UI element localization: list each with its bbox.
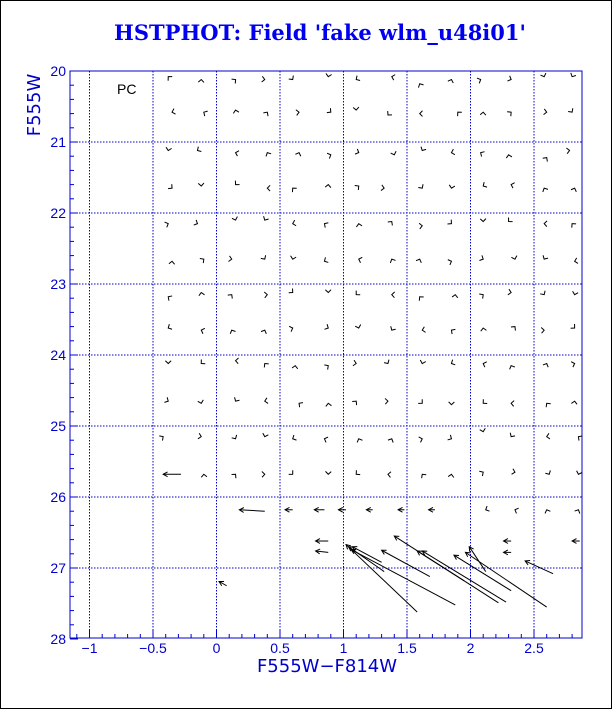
marker (357, 439, 362, 443)
marker (568, 108, 573, 112)
y-tick-label: 28 (50, 631, 66, 647)
marker (452, 295, 458, 298)
marker (199, 293, 205, 296)
arrow (239, 508, 264, 513)
marker (571, 73, 576, 77)
marker (419, 223, 422, 229)
marker (201, 360, 205, 364)
marker (289, 326, 293, 331)
marker (233, 110, 239, 113)
marker (575, 510, 580, 514)
marker (543, 188, 548, 192)
arrow-shaft (346, 545, 417, 612)
marker (159, 436, 163, 441)
y-tick-label: 23 (50, 276, 66, 292)
marker (479, 471, 483, 476)
marker (232, 79, 236, 83)
axis-ticks (50, 63, 572, 656)
marker (353, 360, 356, 366)
marker (353, 107, 359, 110)
marker (324, 257, 328, 262)
marker (200, 259, 204, 264)
marker (448, 435, 452, 440)
marker (449, 402, 455, 405)
pc-annotation: PC (117, 81, 137, 97)
marker (388, 222, 393, 226)
marker (572, 224, 576, 228)
marker (204, 111, 208, 116)
arrow (366, 507, 372, 512)
marker (263, 433, 268, 436)
y-tick-label: 25 (50, 418, 66, 434)
x-tick-label: 1 (339, 640, 348, 656)
chart-title: HSTPHOT: Field 'fake wlm_u48i01' (114, 20, 526, 45)
y-tick-label: 24 (50, 347, 66, 363)
arrow (465, 552, 546, 607)
marker (289, 289, 293, 293)
marker (483, 399, 487, 403)
marker (510, 366, 515, 370)
marker (235, 181, 239, 185)
marker (392, 75, 395, 81)
marker (448, 474, 454, 477)
arrow (163, 472, 181, 477)
marker (451, 360, 455, 365)
marker (292, 366, 298, 369)
arrow (572, 539, 580, 544)
arrow (316, 549, 329, 554)
marker (263, 112, 268, 116)
marker (165, 222, 169, 227)
arrow (351, 549, 455, 604)
arrow (314, 507, 324, 512)
marker (420, 360, 426, 363)
marker (543, 255, 548, 259)
marker (264, 292, 267, 298)
marker (506, 155, 512, 158)
marker (230, 330, 235, 334)
marker (356, 291, 360, 295)
marker (326, 73, 332, 76)
marker (356, 224, 362, 227)
y-tick-label: 21 (50, 134, 66, 150)
marker (355, 185, 359, 190)
marker (418, 399, 422, 403)
marker (544, 109, 547, 115)
marker (264, 216, 269, 220)
marker (543, 364, 548, 368)
marker (164, 397, 168, 402)
marker (481, 152, 485, 157)
marker (511, 401, 514, 407)
y-tick-label: 26 (50, 489, 66, 505)
marker (421, 147, 426, 151)
marker (201, 474, 207, 477)
marker (483, 362, 487, 367)
marker (511, 327, 515, 331)
marker (236, 151, 239, 157)
y-tick-label: 22 (50, 205, 66, 221)
marker (169, 261, 175, 264)
marker (451, 329, 455, 334)
marker (545, 470, 550, 474)
marker (448, 80, 453, 84)
marker (515, 508, 519, 513)
marker (355, 325, 361, 328)
arrow (525, 561, 553, 574)
marker (325, 185, 331, 188)
marker (262, 76, 265, 82)
arrows-layer (163, 472, 580, 612)
marker (419, 437, 423, 442)
marker (510, 433, 515, 437)
arrow (504, 539, 512, 544)
arrow (454, 555, 511, 591)
marker (324, 223, 328, 228)
marker (261, 255, 266, 259)
arrow (316, 539, 329, 544)
marker (419, 297, 423, 301)
arrow-shaft (349, 547, 385, 572)
marker (228, 295, 233, 299)
arrow-shaft (525, 561, 553, 574)
marker (235, 397, 240, 401)
marker (566, 148, 569, 154)
marker (168, 184, 172, 188)
marker (168, 296, 172, 301)
marker (261, 330, 266, 334)
marker (355, 149, 359, 154)
marker (232, 474, 236, 478)
arrow (285, 507, 293, 512)
x-tick-label: −0.5 (139, 640, 167, 656)
marker (448, 260, 452, 265)
marker (264, 364, 268, 368)
marker (292, 188, 296, 192)
marker (326, 403, 332, 406)
marker (194, 220, 198, 225)
marker (165, 361, 171, 364)
marker (324, 365, 328, 370)
marker (325, 471, 331, 474)
marker (477, 78, 481, 83)
marker (168, 324, 172, 329)
marker (198, 433, 201, 439)
marker (352, 401, 356, 405)
arrow (504, 550, 512, 555)
marker (266, 153, 271, 157)
marker (575, 258, 578, 264)
marker (293, 220, 296, 226)
marker (232, 217, 237, 221)
marker (229, 256, 232, 262)
marker (356, 470, 360, 474)
marker (390, 259, 395, 263)
marker (508, 289, 511, 295)
marker (447, 220, 451, 224)
arrow-shaft (454, 555, 511, 591)
arrow (338, 507, 346, 512)
x-tick-label: 1.5 (397, 640, 417, 656)
marker (236, 358, 239, 364)
marker (420, 111, 423, 117)
marker (545, 510, 550, 514)
marker (480, 219, 486, 222)
marker (571, 362, 575, 367)
marker (416, 259, 421, 263)
arrow-shaft (351, 550, 455, 605)
marker (168, 77, 172, 81)
marker (577, 471, 582, 475)
marker (388, 439, 393, 443)
marker (481, 328, 487, 331)
marker (544, 221, 547, 227)
marker (388, 111, 392, 115)
marker (480, 428, 486, 431)
marker (324, 324, 328, 329)
y-tick-label: 20 (50, 63, 66, 79)
markers-layer (159, 73, 582, 514)
x-tick-label: 2 (466, 640, 475, 656)
marker (289, 76, 294, 80)
marker (172, 109, 175, 115)
marker (480, 112, 486, 115)
marker (511, 183, 514, 188)
arrow (219, 581, 227, 585)
marker (486, 506, 490, 511)
marker (388, 472, 391, 478)
marker (509, 218, 513, 222)
marker (449, 185, 455, 188)
marker (418, 84, 423, 88)
x-tick-label: 2.5 (524, 640, 544, 656)
marker (391, 326, 396, 330)
marker (296, 110, 299, 116)
marker (197, 147, 201, 152)
marker (381, 185, 384, 191)
marker (327, 108, 331, 112)
arrow (469, 547, 486, 572)
marker (543, 158, 548, 162)
marker (458, 112, 462, 116)
marker (507, 76, 511, 81)
marker (540, 291, 545, 295)
marker (356, 76, 360, 81)
marker (198, 183, 204, 186)
marker (391, 151, 396, 155)
marker (547, 433, 550, 439)
marker (262, 472, 265, 478)
arrow (349, 547, 385, 572)
marker (265, 398, 268, 404)
arrow (346, 545, 417, 612)
marker (479, 294, 483, 299)
marker (198, 400, 204, 403)
marker (512, 469, 515, 475)
marker (291, 256, 297, 259)
y-axis-label: F555W (24, 73, 45, 137)
y-tick-label: 27 (50, 560, 66, 576)
marker (546, 403, 551, 407)
marker (166, 147, 172, 150)
marker (541, 73, 546, 77)
marker (418, 184, 423, 188)
x-tick-label: −1 (81, 640, 98, 656)
x-tick-label: 0.5 (270, 640, 290, 656)
marker (198, 80, 204, 83)
marker (384, 360, 389, 364)
x-tick-label: 0 (212, 640, 221, 656)
marker (293, 435, 297, 440)
marker (289, 470, 293, 474)
marker (392, 292, 395, 298)
arrow (429, 507, 435, 512)
marker (479, 255, 483, 260)
arrow-shaft (469, 547, 486, 572)
marker (295, 153, 300, 157)
marker (327, 153, 331, 158)
arrow (398, 507, 404, 512)
marker (451, 149, 454, 155)
marker (359, 257, 363, 262)
marker (232, 435, 237, 439)
marker (325, 290, 331, 293)
marker (483, 182, 487, 187)
marker (571, 401, 577, 404)
marker (201, 328, 205, 333)
marker (511, 256, 516, 260)
arrow-shaft (239, 510, 264, 511)
marker (299, 403, 303, 408)
marker (571, 324, 575, 328)
marker (571, 188, 576, 192)
marker (541, 327, 544, 333)
arrow-shaft (465, 552, 546, 607)
marker (324, 437, 328, 442)
marker (422, 474, 427, 478)
marker (267, 185, 270, 191)
marker (507, 112, 511, 116)
x-axis-label: F555W−F814W (256, 656, 398, 677)
marker (573, 291, 579, 294)
marker (422, 327, 425, 333)
marker (385, 398, 388, 404)
